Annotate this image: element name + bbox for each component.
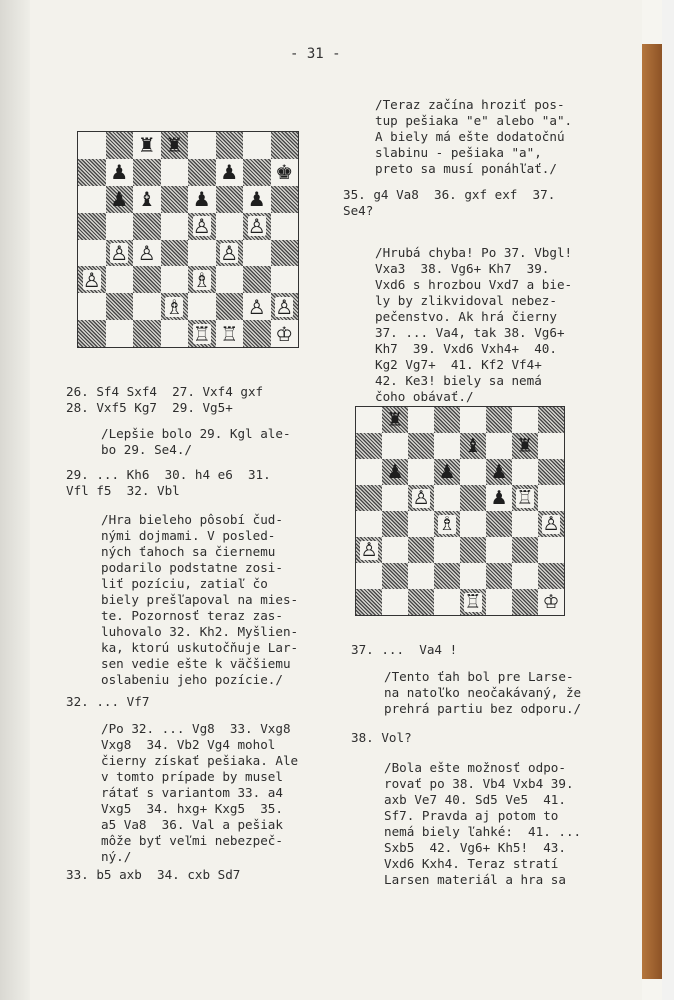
- board-square: [434, 433, 460, 459]
- text-line: a5 Va8 36. Val a pešiak: [101, 817, 283, 832]
- text-line: te. Pozornosť teraz zas-: [101, 608, 283, 623]
- board-square: [216, 240, 244, 267]
- chess-piece: ♙: [275, 294, 294, 319]
- chess-piece: ♖: [220, 321, 239, 346]
- board-square: [106, 293, 134, 320]
- board-square: [243, 213, 271, 240]
- board-square: [161, 293, 189, 320]
- board-square: [460, 433, 486, 459]
- board-square: [486, 407, 512, 433]
- board-square: [271, 132, 299, 159]
- chess-piece: ♙: [137, 240, 156, 265]
- text-line: 37. ... Va4 !: [351, 642, 458, 657]
- board-square: [243, 266, 271, 293]
- board-square: [243, 186, 271, 213]
- text-line: ný./: [101, 849, 132, 864]
- board-square: [271, 213, 299, 240]
- text-line: môže byť veľmi nebezpeč-: [101, 833, 283, 848]
- board-square: [434, 589, 460, 615]
- board-square: [271, 186, 299, 213]
- text-line: /Lepšie bolo 29. Kgl ale-: [101, 426, 291, 441]
- board-square: [408, 563, 434, 589]
- chess-piece: ♖: [192, 321, 211, 346]
- chess-piece: ♙: [220, 240, 239, 265]
- chess-piece: ♟: [490, 486, 508, 509]
- board-square: [133, 293, 161, 320]
- background-strip: [662, 0, 674, 1000]
- chess-piece: ♟: [192, 187, 211, 212]
- board-square: [216, 293, 244, 320]
- text-line: 38. Vol?: [351, 730, 412, 745]
- board-square: [78, 132, 106, 159]
- board-square: [460, 407, 486, 433]
- text-line: Kg2 Vg7+ 41. Kf2 Vf4+: [375, 357, 542, 372]
- text-line: podarilo podstatne zosi-: [101, 560, 283, 575]
- board-square: [538, 485, 564, 511]
- chess-piece: ♜: [516, 434, 534, 457]
- board-square: [216, 213, 244, 240]
- chess-diagram-2: [355, 406, 565, 616]
- text-line: Vxd6 s hrozbou Vxd7 a bie-: [375, 277, 573, 292]
- text-line: sen vedie ešte k väčšiemu: [101, 656, 291, 671]
- board-square: [133, 132, 161, 159]
- board-square: [243, 240, 271, 267]
- board-square: [106, 320, 134, 347]
- text-line: /Tento ťah bol pre Larse-: [384, 669, 574, 684]
- chess-piece: ♔: [542, 590, 560, 613]
- board-square: [434, 459, 460, 485]
- board-square: [382, 511, 408, 537]
- board-square: [356, 511, 382, 537]
- chess-piece: ♟: [220, 160, 239, 185]
- board-square: [133, 320, 161, 347]
- board-square: [78, 240, 106, 267]
- chess-piece: ♙: [360, 538, 378, 561]
- board-square: [486, 433, 512, 459]
- board-square: [188, 186, 216, 213]
- chess-piece: ♔: [275, 321, 294, 346]
- board-square: [538, 433, 564, 459]
- chess-piece: ♟: [110, 160, 129, 185]
- board-square: [188, 213, 216, 240]
- board-square: [216, 186, 244, 213]
- chess-piece: ♙: [542, 512, 560, 535]
- chess-piece: ♖: [464, 590, 482, 613]
- text-line: /Po 32. ... Vg8 33. Vxg8: [101, 721, 291, 736]
- board-square: [538, 589, 564, 615]
- board-square: [106, 213, 134, 240]
- board-square: [188, 132, 216, 159]
- chess-piece: ♗: [165, 294, 184, 319]
- text-line: v tomto prípade by musel: [101, 769, 283, 784]
- chess-piece: ♟: [438, 460, 456, 483]
- chess-diagram-1: [77, 131, 299, 348]
- chess-piece: ♙: [412, 486, 430, 509]
- text-line: liť pozíciu, zatiaľ čo: [101, 576, 268, 591]
- text-line: Sxb5 42. Vg6+ Kh5! 43.: [384, 840, 566, 855]
- text-line: 37. ... Va4, tak 38. Vg6+: [375, 325, 565, 340]
- text-line: 32. ... Vf7: [66, 694, 150, 709]
- text-line: nými dojmami. V posled-: [101, 528, 276, 543]
- board-square: [216, 159, 244, 186]
- text-line: /Teraz začína hroziť pos-: [375, 97, 565, 112]
- board-square: [486, 589, 512, 615]
- board-square: [161, 159, 189, 186]
- text-line: čoho obávať./: [375, 389, 474, 404]
- board-square: [382, 563, 408, 589]
- board-square: [188, 320, 216, 347]
- text-line: axb Ve7 40. Sd5 Ve5 41.: [384, 792, 566, 807]
- board-square: [434, 485, 460, 511]
- board-square: [460, 563, 486, 589]
- board-square: [271, 266, 299, 293]
- text-line: ly by zlikvidoval nebez-: [375, 293, 557, 308]
- text-line: tup pešiaka "e" alebo "a".: [375, 113, 573, 128]
- board-square: [512, 563, 538, 589]
- board-square: [512, 511, 538, 537]
- chess-piece: ♟: [386, 460, 404, 483]
- text-line: rátať s variantom 33. a4: [101, 785, 283, 800]
- board-square: [512, 459, 538, 485]
- board-square: [161, 240, 189, 267]
- board-square: [133, 266, 161, 293]
- board-square: [356, 537, 382, 563]
- board-square: [271, 159, 299, 186]
- text-line: Vxd6 Kxh4. Teraz stratí: [384, 856, 559, 871]
- text-line: Vxg5 34. hxg+ Kxg5 35.: [101, 801, 283, 816]
- board-square: [460, 589, 486, 615]
- text-line: čierny získať pešiaka. Ale: [101, 753, 299, 768]
- board-square: [538, 537, 564, 563]
- board-square: [356, 433, 382, 459]
- text-line: preto sa musí ponáhľať./: [375, 161, 557, 176]
- board-square: [188, 240, 216, 267]
- chess-piece: ♙: [247, 294, 266, 319]
- board-square: [216, 320, 244, 347]
- board-square: [161, 132, 189, 159]
- page-number: - 31 -: [290, 46, 341, 62]
- text-line: prehrá partiu bez odporu./: [384, 701, 582, 716]
- board-square: [486, 537, 512, 563]
- board-square: [538, 459, 564, 485]
- board-square: [408, 459, 434, 485]
- chess-piece: ♟: [490, 460, 508, 483]
- board-square: [356, 485, 382, 511]
- board-square: [216, 132, 244, 159]
- board-square: [486, 511, 512, 537]
- board-square: [408, 589, 434, 615]
- board-square: [188, 293, 216, 320]
- text-line: ka, ktorú uskutočňuje Lar-: [101, 640, 299, 655]
- board-square: [434, 563, 460, 589]
- board-square: [243, 320, 271, 347]
- board-square: [356, 459, 382, 485]
- board-square: [512, 433, 538, 459]
- text-line: 35. g4 Va8 36. gxf exf 37.: [343, 187, 556, 202]
- board-square: [133, 159, 161, 186]
- text-line: nemá biely ľahké: 41. ...: [384, 824, 582, 839]
- board-square: [512, 485, 538, 511]
- board-square: [382, 433, 408, 459]
- board-square: [408, 511, 434, 537]
- board-square: [216, 266, 244, 293]
- board-square: [408, 433, 434, 459]
- chess-piece: ♗: [192, 267, 211, 292]
- board-square: [460, 511, 486, 537]
- text-line: na natoľko neočakávaný, že: [384, 685, 582, 700]
- text-line: oslabeniu jeho pozície./: [101, 672, 283, 687]
- board-square: [78, 293, 106, 320]
- text-line: 26. Sf4 Sxf4 27. Vxf4 gxf: [66, 384, 264, 399]
- board-square: [486, 563, 512, 589]
- board-square: [382, 485, 408, 511]
- text-line: Larsen materiál a hra sa: [384, 872, 566, 887]
- text-line: biely prešľapoval na mies-: [101, 592, 299, 607]
- board-square: [188, 159, 216, 186]
- board-square: [106, 159, 134, 186]
- board-square: [188, 266, 216, 293]
- text-line: Vxg8 34. Vb2 Vg4 mohol: [101, 737, 276, 752]
- board-square: [78, 266, 106, 293]
- board-square: [106, 266, 134, 293]
- board-square: [133, 213, 161, 240]
- chess-piece: ♟: [247, 187, 266, 212]
- board-square: [356, 563, 382, 589]
- chess-piece: ♙: [247, 214, 266, 239]
- board-square: [106, 186, 134, 213]
- board-square: [78, 320, 106, 347]
- board-square: [512, 537, 538, 563]
- text-line: Vfl f5 32. Vbl: [66, 483, 180, 498]
- chess-piece: ♜: [165, 133, 184, 158]
- board-square: [486, 485, 512, 511]
- text-line: 28. Vxf5 Kg7 29. Vg5+: [66, 400, 233, 415]
- board-square: [460, 459, 486, 485]
- chess-piece: ♜: [386, 408, 404, 431]
- chess-piece: ♙: [192, 214, 211, 239]
- board-square: [382, 407, 408, 433]
- board-square: [382, 459, 408, 485]
- board-square: [356, 407, 382, 433]
- binding-shadow: [0, 0, 30, 1000]
- text-line: 42. Ke3! biely sa nemá: [375, 373, 542, 388]
- text-line: slabinu - pešiaka "a",: [375, 145, 542, 160]
- board-square: [271, 293, 299, 320]
- board-square: [512, 589, 538, 615]
- board-square: [78, 213, 106, 240]
- chess-piece: ♖: [516, 486, 534, 509]
- chess-piece: ♙: [110, 240, 129, 265]
- board-square: [460, 537, 486, 563]
- board-square: [271, 240, 299, 267]
- board-square: [133, 186, 161, 213]
- board-square: [538, 563, 564, 589]
- chess-piece: ♝: [464, 434, 482, 457]
- chess-piece: ♚: [275, 160, 294, 185]
- text-line: Kh7 39. Vxd6 Vxh4+ 40.: [375, 341, 557, 356]
- board-square: [382, 589, 408, 615]
- board-square: [243, 159, 271, 186]
- board-square: [106, 132, 134, 159]
- text-line: pečenstvo. Ak hrá čierny: [375, 309, 557, 324]
- text-line: /Bola ešte možnosť odpo-: [384, 760, 566, 775]
- text-line: /Hrubá chyba! Po 37. Vbgl!: [375, 245, 573, 260]
- chess-piece: ♟: [110, 187, 129, 212]
- text-line: /Hra bieleho pôsobí čud-: [101, 512, 283, 527]
- board-square: [486, 459, 512, 485]
- board-square: [538, 511, 564, 537]
- board-square: [538, 407, 564, 433]
- chess-piece: ♗: [438, 512, 456, 535]
- text-line: rovať po 38. Vb4 Vxb4 39.: [384, 776, 574, 791]
- text-line: luhovalo 32. Kh2. Myšlien-: [101, 624, 299, 639]
- board-square: [356, 589, 382, 615]
- text-line: A biely má ešte dodatočnú: [375, 129, 565, 144]
- board-square: [434, 511, 460, 537]
- board-square: [78, 159, 106, 186]
- board-square: [434, 537, 460, 563]
- text-line: 33. b5 axb 34. cxb Sd7: [66, 867, 241, 882]
- board-square: [133, 240, 161, 267]
- board-square: [512, 407, 538, 433]
- text-line: 29. ... Kh6 30. h4 e6 31.: [66, 467, 271, 482]
- chess-piece: ♜: [137, 133, 156, 158]
- board-square: [271, 320, 299, 347]
- board-square: [161, 320, 189, 347]
- board-square: [106, 240, 134, 267]
- board-square: [78, 186, 106, 213]
- text-line: Sf7. Pravda aj potom to: [384, 808, 559, 823]
- chess-piece: ♝: [137, 187, 156, 212]
- board-square: [408, 537, 434, 563]
- board-square: [243, 293, 271, 320]
- board-square: [408, 407, 434, 433]
- chess-piece: ♙: [82, 267, 101, 292]
- book-cover-edge: [642, 44, 662, 979]
- board-square: [161, 213, 189, 240]
- text-line: Se4?: [343, 203, 374, 218]
- board-square: [243, 132, 271, 159]
- board-square: [408, 485, 434, 511]
- board-square: [460, 485, 486, 511]
- text-line: bo 29. Se4./: [101, 442, 192, 457]
- text-line: ných ťahoch sa čiernemu: [101, 544, 276, 559]
- text-line: Vxa3 38. Vg6+ Kh7 39.: [375, 261, 550, 276]
- board-square: [161, 266, 189, 293]
- board-square: [161, 186, 189, 213]
- board-square: [382, 537, 408, 563]
- board-square: [434, 407, 460, 433]
